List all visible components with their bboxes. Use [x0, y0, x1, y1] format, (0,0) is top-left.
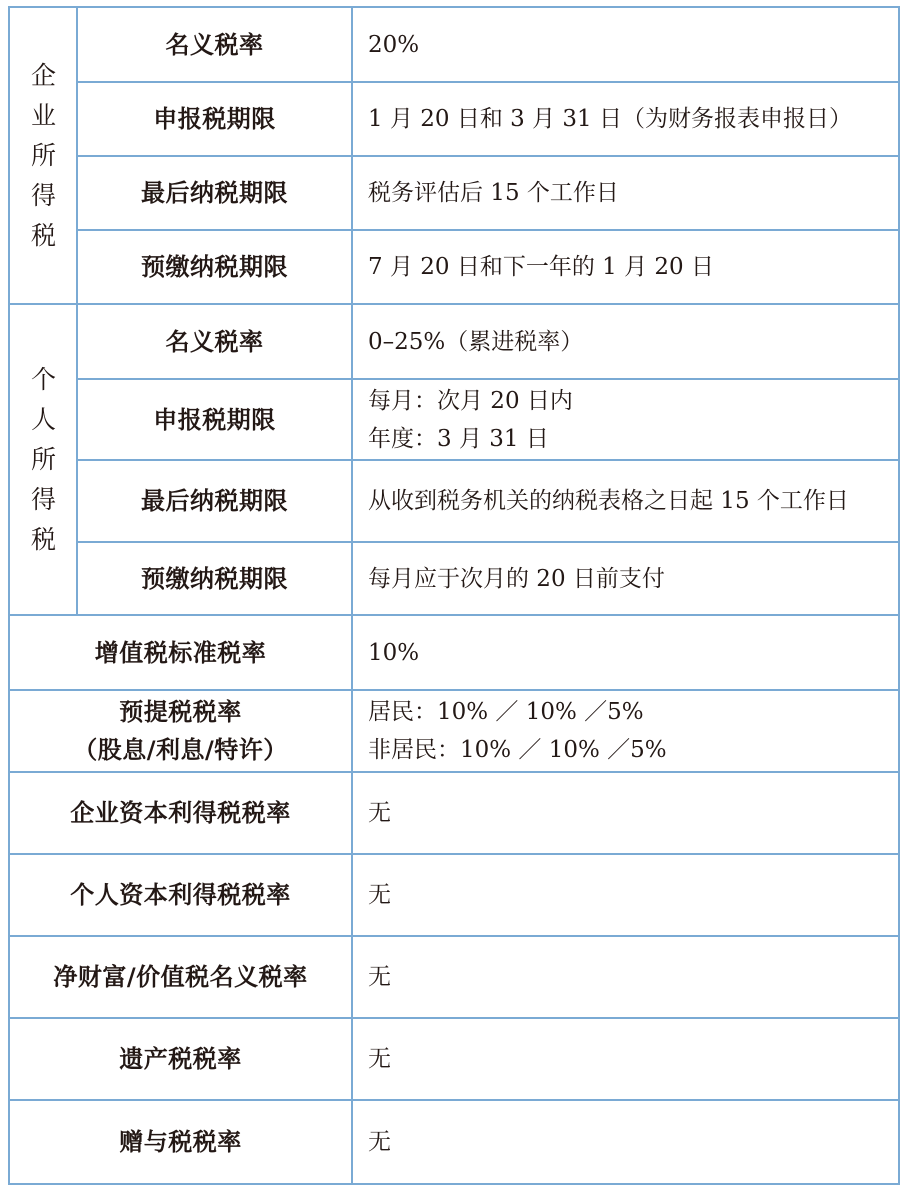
row-value: 0–25%（累进税率）: [352, 304, 899, 379]
value-line: 年度：3 月 31 日: [368, 425, 549, 452]
row-label: 预缴纳税期限: [77, 542, 352, 615]
row-label: [9, 690, 352, 772]
row-label: 遗产税税率: [9, 1018, 352, 1100]
row-value: 无: [352, 1100, 899, 1184]
row-value: 1 月 20 日和 3 月 31 日（为财务报表申报日）: [352, 82, 899, 156]
row-label: 增值税标准税率: [9, 615, 352, 690]
table-row: [9, 690, 899, 772]
value-line: 每月：次月 20 日内: [368, 387, 573, 414]
value-line: 居民：10% ／ 10% ／5%: [368, 699, 644, 725]
row-label: 名义税率: [77, 304, 352, 379]
row-label: 名义税率: [77, 7, 352, 82]
table-row: [9, 304, 899, 379]
row-label: 申报税期限: [77, 82, 352, 156]
tax-info-table: [8, 6, 900, 1185]
row-value: 无: [352, 772, 899, 854]
row-label: 企业资本利得税税率: [9, 772, 352, 854]
table-row: [9, 542, 899, 615]
row-label: 预缴纳税期限: [77, 230, 352, 304]
row-value: 10%: [352, 615, 899, 690]
row-label: 净财富/价值税名义税率: [9, 936, 352, 1018]
row-label: 最后纳税期限: [77, 156, 352, 230]
row-value: 7 月 20 日和下一年的 1 月 20 日: [352, 230, 899, 304]
table-row: [9, 615, 899, 690]
table-row: [9, 1100, 899, 1184]
table-row: [9, 772, 899, 854]
corporate-income-tax-group-label: 企业所得税: [9, 7, 77, 304]
table-row: [9, 1018, 899, 1100]
table-row: [9, 460, 899, 542]
table-row: [9, 854, 899, 936]
row-value: 无: [352, 936, 899, 1018]
row-value: [352, 379, 899, 460]
table-row: [9, 936, 899, 1018]
row-value: 20%: [352, 7, 899, 82]
row-value: 从收到税务机关的纳税表格之日起 15 个工作日: [352, 460, 899, 542]
row-label: 赠与税税率: [9, 1100, 352, 1184]
row-value: 每月应于次月的 20 日前支付: [352, 542, 899, 615]
row-value: 税务评估后 15 个工作日: [352, 156, 899, 230]
row-label: 最后纳税期限: [77, 460, 352, 542]
row-value: 无: [352, 1018, 899, 1100]
table-row: [9, 156, 899, 230]
row-label: 个人资本利得税税率: [9, 854, 352, 936]
row-value: 无: [352, 854, 899, 936]
value-line: 非居民：10% ／ 10% ／5%: [368, 737, 667, 763]
label-line: （股息/利息/特许）: [73, 736, 288, 764]
label-line: 预提税税率: [119, 698, 242, 726]
row-label: 申报税期限: [77, 379, 352, 460]
table-row: [9, 379, 899, 460]
personal-income-tax-group-label: 个人所得税: [9, 304, 77, 615]
table-row: [9, 82, 899, 156]
table-row: [9, 230, 899, 304]
table-row: [9, 7, 899, 82]
row-value: [352, 690, 899, 772]
